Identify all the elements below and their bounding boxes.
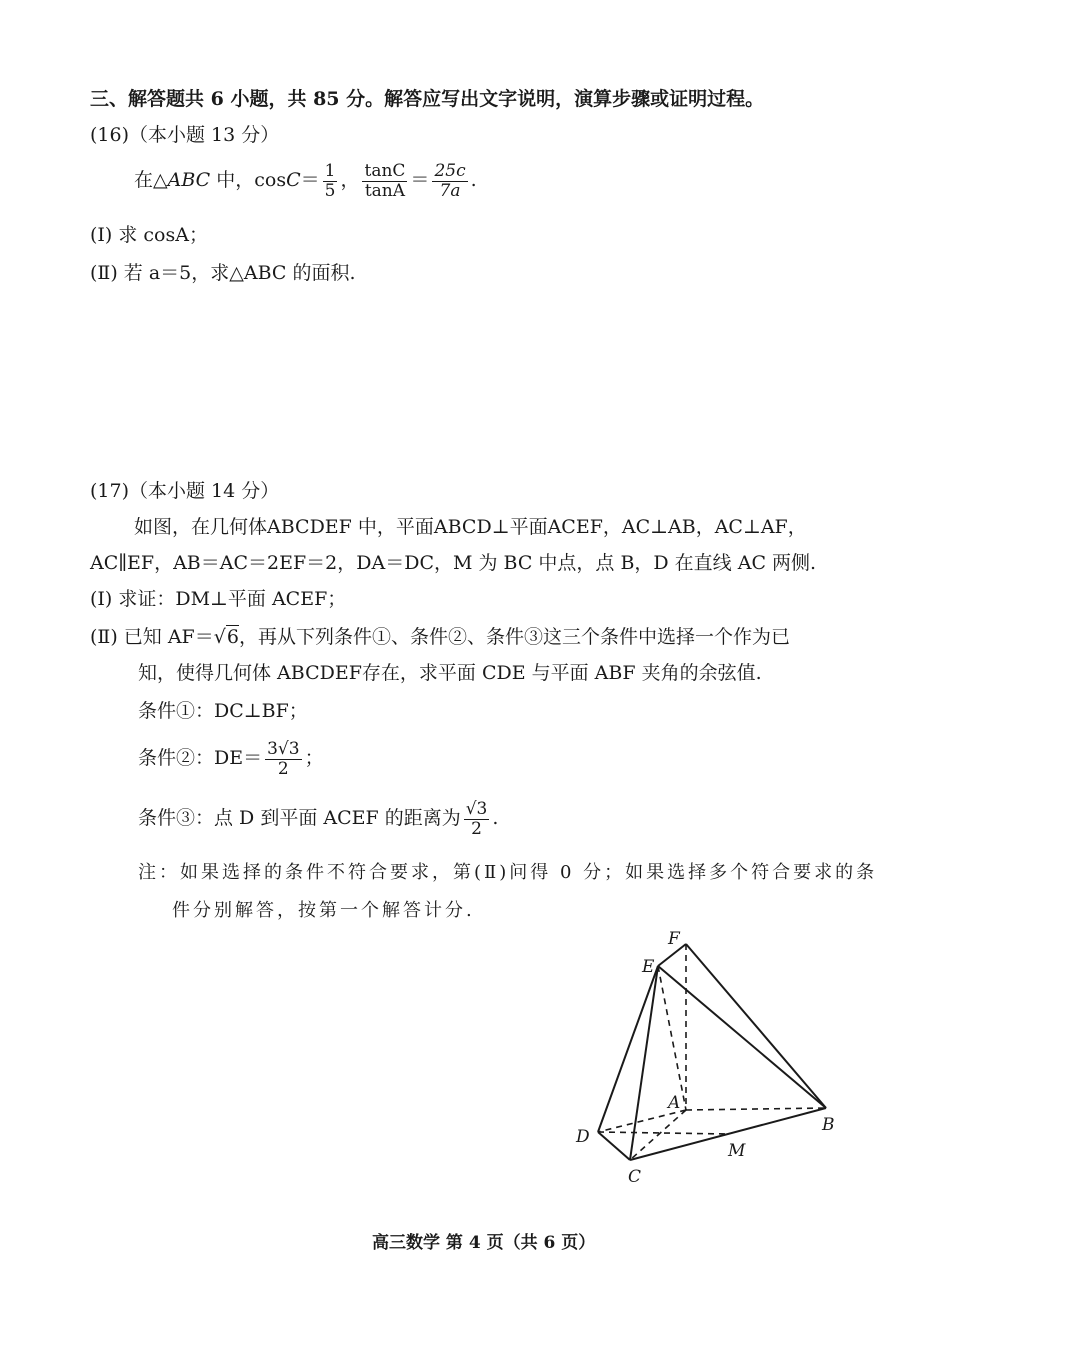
q16-part2: (Ⅱ) 若 a＝5，求△ABC 的面积.: [90, 262, 356, 284]
edge-AB: [686, 1108, 826, 1110]
edge-DM: [598, 1132, 728, 1134]
edge-EA: [658, 966, 686, 1110]
q16-ratio-num: 25c: [434, 160, 466, 181]
q16-stem-end: .: [470, 169, 477, 191]
label-D: D: [576, 1127, 590, 1147]
q16-part1: (Ⅰ) 求 cosA；: [90, 224, 208, 246]
q17-note-line2: 件分别解答，按第一个解答计分.: [172, 900, 475, 921]
q17-stem-line2: AC∥EF，AB＝AC＝2EF＝2，DA＝DC，M 为 BC 中点，点 B，D 在直线 AC 两侧.: [90, 552, 817, 574]
q17-heading: (17)（本小题 14 分）: [90, 480, 280, 502]
q16-tan-den: tanA: [364, 180, 406, 201]
q16-cos-num: 1: [324, 160, 336, 181]
q17-cond3-prefix: 条件③：点 D 到平面 ACEF 的距离为: [138, 807, 461, 829]
edge-FB: [686, 944, 826, 1108]
q17-part2-prefix: (Ⅱ) 已知 AF＝: [90, 626, 214, 648]
sqrt-symbol: √: [213, 626, 226, 648]
q17-cond3-den: 2: [471, 818, 482, 839]
section-header: 三、解答题共 6 小题，共 85 分。解答应写出文字说明，演算步骤或证明过程。: [90, 88, 765, 110]
q17-part1: (Ⅰ) 求证：DM⊥平面 ACEF；: [90, 588, 347, 610]
edge-EC: [630, 966, 658, 1160]
q17-part2-sqrt: 6: [226, 626, 239, 648]
edge-EB: [658, 966, 826, 1108]
edge-ED: [598, 966, 658, 1132]
label-B: B: [822, 1115, 835, 1135]
q17-stem-line1: 如图，在几何体ABCDEF 中，平面ABCD⊥平面ACEF，AC⊥AB，AC⊥AF，: [134, 516, 807, 538]
q16-stem-c: C: [286, 169, 301, 191]
label-E: E: [642, 957, 655, 977]
q17-cond1: 条件①：DC⊥BF；: [138, 700, 308, 722]
q16-stem-comma: ，: [340, 169, 360, 191]
q17-cond2-den: 2: [277, 758, 289, 779]
edge-AD: [598, 1110, 686, 1132]
q16-stem-eq2: ＝: [410, 169, 430, 191]
q16-stem-eq: ＝: [300, 169, 320, 191]
q17-part2-rest: ，再从下列条件①、条件②、条件③这三个条件中选择一个作为已: [238, 626, 790, 648]
q17-note-line1: 注：如果选择的条件不符合要求，第(Ⅱ)问得 0 分；如果选择多个符合要求的条: [138, 862, 878, 883]
q16-stem-mid: 中，cos: [210, 169, 287, 191]
q17-cond2-num: 3√3: [267, 738, 300, 759]
page-footer: 高三数学 第 4 页（共 6 页）: [372, 1233, 596, 1253]
q17-cond2-prefix: 条件②：DE＝: [138, 747, 263, 769]
q16-stem-prefix: 在△: [134, 169, 168, 191]
label-M: M: [728, 1141, 746, 1161]
label-F: F: [668, 929, 680, 949]
q16-ratio-den: 7a: [439, 180, 461, 201]
edge-DC: [598, 1132, 630, 1160]
q16-tan-num: tanC: [364, 160, 406, 181]
q17-cond2-end: ；: [304, 747, 324, 769]
q16-stem-tri: ABC: [167, 169, 211, 191]
label-A: A: [668, 1093, 681, 1113]
q16-heading: (16)（本小题 13 分）: [90, 124, 280, 146]
label-C: C: [628, 1167, 642, 1187]
q17-cond3-end: .: [492, 807, 499, 829]
q16-cos-den: 5: [324, 180, 336, 201]
q17-cond3-num: √3: [465, 798, 488, 819]
q17-part2-line2: 知，使得几何体 ABCDEF存在，求平面 CDE 与平面 ABF 夹角的余弦值.: [138, 662, 762, 684]
